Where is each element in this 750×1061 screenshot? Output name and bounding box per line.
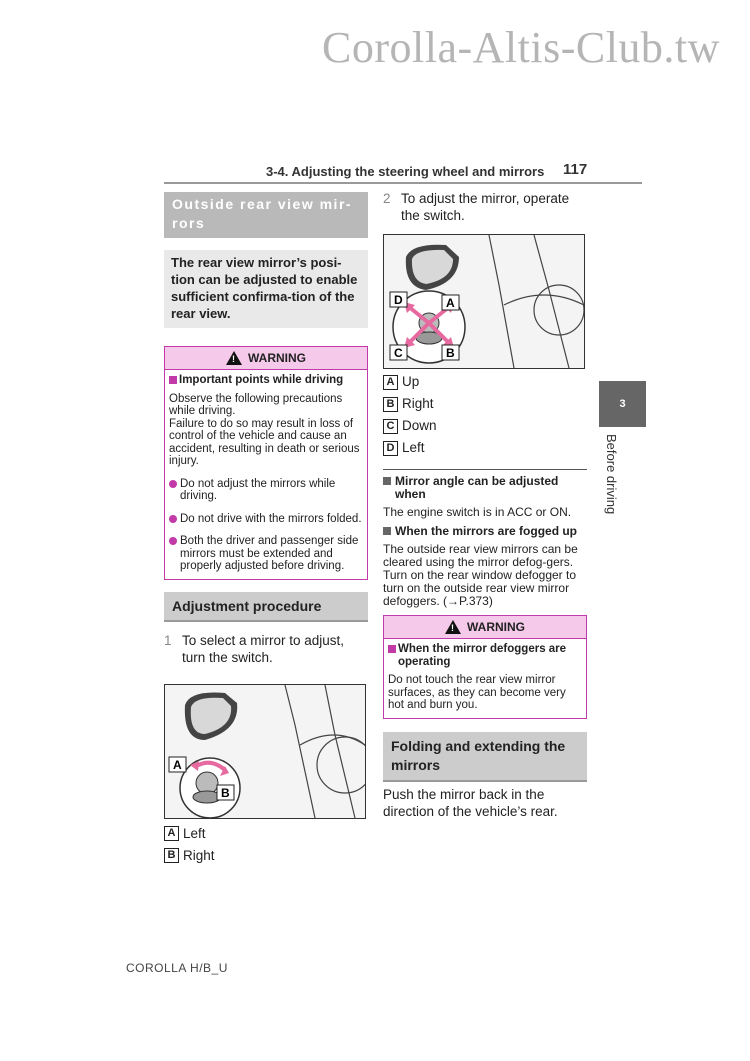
warning-header xyxy=(165,347,367,370)
legend-key: A xyxy=(383,375,398,390)
figure-label-b: B xyxy=(221,785,230,800)
fold-title: Folding and extending the mirrors xyxy=(383,732,587,782)
info-title xyxy=(383,475,587,501)
warning-body xyxy=(165,370,367,579)
list-item xyxy=(169,478,363,503)
warning-body xyxy=(384,639,586,718)
legend-key: D xyxy=(383,441,398,456)
legend-item xyxy=(383,415,587,437)
legend-label: Down xyxy=(402,418,437,433)
step-text: To select a mirror to adjust, turn the switch. xyxy=(182,632,345,665)
figure-label-a: A xyxy=(446,296,455,310)
figure-label-c: C xyxy=(394,346,403,360)
legend-key: B xyxy=(164,848,179,863)
left-column xyxy=(164,190,368,867)
legend-key: A xyxy=(164,826,179,841)
info-text: The engine switch is in ACC or ON. xyxy=(383,505,572,519)
step-2 xyxy=(383,190,587,224)
legend-label: Right xyxy=(402,396,434,411)
legend-key: B xyxy=(383,397,398,412)
bullet-dot-icon xyxy=(169,480,177,488)
info-title-text: Mirror angle can be adjusted when xyxy=(395,474,559,501)
legend-label: Left xyxy=(402,440,425,455)
warning-paragraph-2: Failure to do so may result in loss of control of the vehicle and cause an accident, resulting in death or serious injury. xyxy=(169,417,360,467)
warning-subtitle xyxy=(169,374,363,387)
legend-item xyxy=(383,437,587,459)
page-number: 117 xyxy=(563,161,588,178)
legend-label: Left xyxy=(183,825,206,841)
section-title: Outside rear view mir-rors xyxy=(164,192,368,238)
warning-paragraph: Do not touch the rear view mirror surfaces, as they can become very hot and burn you. xyxy=(388,674,566,711)
warning-box xyxy=(383,615,587,719)
mirror-select-figure xyxy=(164,684,366,819)
step-1 xyxy=(164,632,368,666)
adjustment-title: Adjustment procedure xyxy=(164,592,368,622)
header-rule xyxy=(164,182,642,184)
mirror-adjust-figure xyxy=(383,234,585,369)
divider xyxy=(383,469,587,470)
square-bullet-icon xyxy=(383,477,391,485)
warning-paragraph: Observe the following precautions while driving. xyxy=(169,392,343,417)
legend-item xyxy=(164,845,368,867)
list-item xyxy=(169,513,363,526)
legend-label: Right xyxy=(183,847,215,863)
bullet-dot-icon xyxy=(169,515,177,523)
bullet-text: Both the driver and passenger side mirrors must be extended and properly adjusted before driving. xyxy=(180,535,359,572)
bullet-dot-icon xyxy=(169,537,177,545)
figure-label-d: D xyxy=(394,293,403,307)
warning-triangle-icon: ! xyxy=(445,620,461,634)
square-bullet-icon xyxy=(169,376,177,384)
bullet-text: Do not drive with the mirrors folded. xyxy=(180,512,362,525)
legend-item xyxy=(164,823,368,845)
legend-label: Up xyxy=(402,374,420,389)
watermark: Corolla-Altis-Club.tw xyxy=(322,23,720,72)
mirror-select-illustration xyxy=(165,685,365,818)
legend-key: C xyxy=(383,419,398,434)
mirror-adjust-illustration xyxy=(384,235,584,368)
square-bullet-icon xyxy=(383,527,391,535)
step-number: 2 xyxy=(383,191,391,206)
warning-box xyxy=(164,346,368,580)
warning-subtitle-text: Important points while driving xyxy=(179,374,344,386)
step-number: 1 xyxy=(164,632,172,648)
legend-item xyxy=(383,393,587,415)
bullet-text: Do not adjust the mirrors while driving. xyxy=(180,477,336,502)
legend xyxy=(164,823,368,867)
list-item xyxy=(169,535,363,573)
square-bullet-icon xyxy=(388,645,396,653)
step-text: To adjust the mirror, operate the switch. xyxy=(401,191,570,223)
chapter-tab[interactable]: 3 xyxy=(599,381,646,427)
page-header-title: 3-4. Adjusting the steering wheel and mirrors xyxy=(266,164,545,179)
warning-subtitle-text: When the mirror defoggers are operating xyxy=(398,643,567,668)
warning-title: WARNING xyxy=(248,351,306,365)
warning-title: WARNING xyxy=(467,620,525,634)
info-title-text: When the mirrors are fogged up xyxy=(395,524,578,538)
info-text: The outside rear view mirrors can be cleared using the mirror defog-gers. Turn on the rear window defogger to turn on the outside rear view mirror defoggers. (→P.373) xyxy=(383,542,578,608)
figure-label-a: A xyxy=(173,757,182,772)
legend-item xyxy=(383,371,587,393)
warning-triangle-icon: ! xyxy=(226,351,242,365)
warning-subtitle xyxy=(388,643,582,668)
info-title xyxy=(383,525,587,538)
chapter-label: Before driving xyxy=(604,434,619,515)
page-footer: COROLLA H/B_U xyxy=(126,961,228,975)
figure-label-b: B xyxy=(446,346,455,360)
right-column xyxy=(383,190,587,820)
fold-text: Push the mirror back in the direction of the vehicle’s rear. xyxy=(383,786,558,819)
warning-header xyxy=(384,616,586,639)
intro-text: The rear view mirror’s posi-tion can be adjusted to enable sufficient confirma-tion of the rear view. xyxy=(164,250,368,328)
legend xyxy=(383,371,587,459)
